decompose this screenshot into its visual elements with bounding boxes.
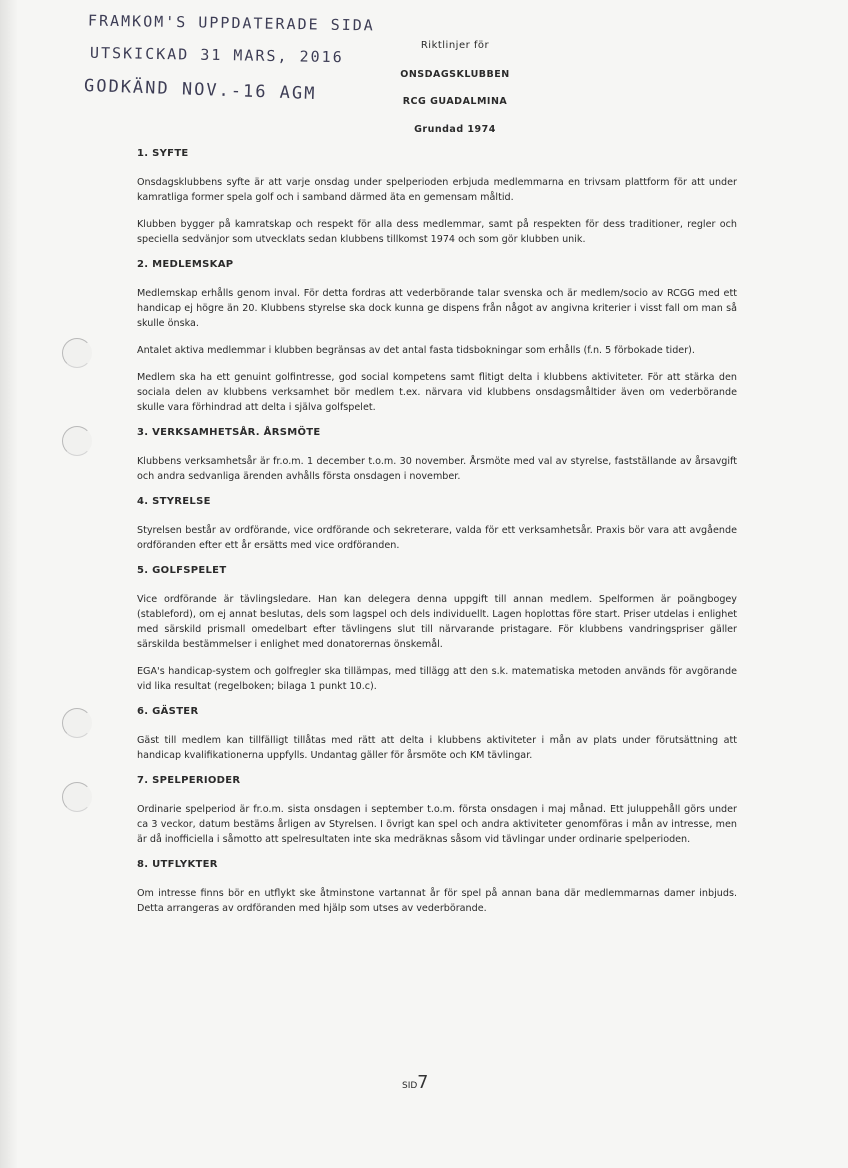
section-paragraph: EGA's handicap-system och golfregler ska tillämpas, med tillägg att den s.k. matematiska metoden används för avgörande vid lika resultat (regelboken; bilaga 1 punkt 10.c). [137, 666, 737, 692]
section-verksamhetsar [137, 427, 737, 484]
page-edge-shadow [0, 0, 18, 1168]
section-golfspelet [137, 565, 737, 694]
section-paragraph: Medlem ska ha ett genuint golfintresse, god social kompetens samt flitigt delta i klubbens aktiviteter. För att stärka den sociala delen av klubbens verksamhet bör medlem t.ex. närvara vid klubbens onsdagsmåltider även om vederbörande skulle vara förhindrad att delta i själva golfspelet. [137, 372, 737, 413]
section-heading: 1. SYFTE [137, 148, 189, 159]
section-paragraph: Gäst till medlem kan tillfälligt tillåtas med rätt att delta i klubbens aktiviteter i mån av plats under förutsättning att handicap kvalifikationerna uppfylls. Undantag gäller för årsmöte och KM tävlingar. [137, 735, 737, 761]
handwritten-note-line-2: UTSKICKAD 31 MARS, 2016 [89, 43, 344, 67]
founded-year: Grundad 1974 [414, 124, 496, 135]
document-body [137, 148, 737, 928]
section-utflykter [137, 859, 737, 916]
page-number [402, 1072, 428, 1093]
section-heading: 6. GÄSTER [137, 706, 199, 717]
section-heading: 4. STYRELSE [137, 496, 211, 507]
section-paragraph: Ordinarie spelperiod är fr.o.m. sista onsdagen i september t.o.m. första onsdagen i maj månad. Ett juluppehåll görs under ca 3 veckor, datum bestäms årligen av Styrelsen. I övrigt kan spel och andra aktiviteter genomföras i mån av intresse, men är då inofficiella i såmotto att spelresultaten inte ska medräknas såsom vid tävlingar under ordinarie spelperioden. [137, 804, 737, 845]
section-paragraph: Antalet aktiva medlemmar i klubben begränsas av det antal fasta tidsbokningar som erhålls (f.n. 5 förbokade tider). [137, 345, 695, 356]
section-paragraph: Om intresse finns bör en utflykt ske åtminstone vartannat år för spel på annan bana där medlemmarnas damer inbjuds. Detta arrangeras av ordföranden med hjälp som utses av vederbörande. [137, 888, 737, 914]
section-spelperioder [137, 775, 737, 847]
punch-hole-4 [62, 782, 92, 812]
section-heading: 8. UTFLYKTER [137, 859, 218, 870]
handwritten-note-line-3: GODKÄND NOV.-16 AGM [83, 75, 317, 105]
handwritten-note-line-1: FRAMKOM'S UPPDATERADE SIDA [87, 11, 375, 35]
section-paragraph: Styrelsen består av ordförande, vice ordförande och sekreterare, valda för ett verksamhetsår. Praxis bör vara att avgående ordföranden efter ett år ersätts med vice ordföranden. [137, 525, 737, 551]
section-paragraph: Vice ordförande är tävlingsledare. Han kan delegera denna uppgift till annan medlem. Spelformen är poängbogey (stableford), om ej annat beslutas, dels som lagspel och dels individuellt. Lagen hoplottas före start. Priser utdelas i enlighet med särskild prismall omedelbart efter tävlingens slut till närvarande pristagare. För klubbens vandringspriser gäller särskilda bestämmelser i enlighet med donatorernas önskemål. [137, 594, 737, 650]
guidelines-label: Riktlinjer för [420, 40, 490, 51]
section-paragraph: Onsdagsklubbens syfte är att varje onsdag under spelperioden erbjuda medlemmarna en trivsam plattform för att under kamratliga former spela golf och i samband därmed äta en gemensam måltid. [137, 177, 737, 203]
section-paragraph: Klubbens verksamhetsår är fr.o.m. 1 december t.o.m. 30 november. Årsmöte med val av styrelse, fastställande av årsavgift och andra sedvanliga ärenden avhålls första onsdagen i november. [137, 456, 737, 482]
punch-hole-3 [62, 708, 92, 738]
club-location: RCG GUADALMINA [402, 96, 508, 107]
page-number-value: 7 [417, 1072, 429, 1093]
punch-hole-1 [62, 338, 92, 368]
section-syfte [137, 148, 737, 247]
section-heading: 2. MEDLEMSKAP [137, 259, 234, 270]
section-heading: 3. VERKSAMHETSÅR. ÅRSMÖTE [137, 427, 321, 438]
section-medlemskap [137, 259, 737, 415]
section-styrelse [137, 496, 737, 553]
section-gaster [137, 706, 737, 763]
punch-hole-2 [62, 426, 92, 456]
section-paragraph: Klubben bygger på kamratskap och respekt för alla dess medlemmar, samt på respekten för dess traditioner, regler och speciella sedvänjor som utvecklats sedan klubbens tillkomst 1974 och som gör klubben unik. [137, 219, 737, 245]
club-name: ONSDAGSKLUBBEN [400, 69, 510, 80]
section-heading: 5. GOLFSPELET [137, 565, 227, 576]
section-paragraph: Medlemskap erhålls genom inval. För detta fordras att vederbörande talar svenska och är medlem/socio av RCGG med ett handicap ej högre än 20. Klubbens styrelse ska dock kunna ge dispens från något av angivna kriterier i visst fall om man så skulle önska. [137, 288, 737, 329]
section-heading: 7. SPELPERIODER [137, 775, 241, 786]
page-label: SID [402, 1081, 418, 1091]
